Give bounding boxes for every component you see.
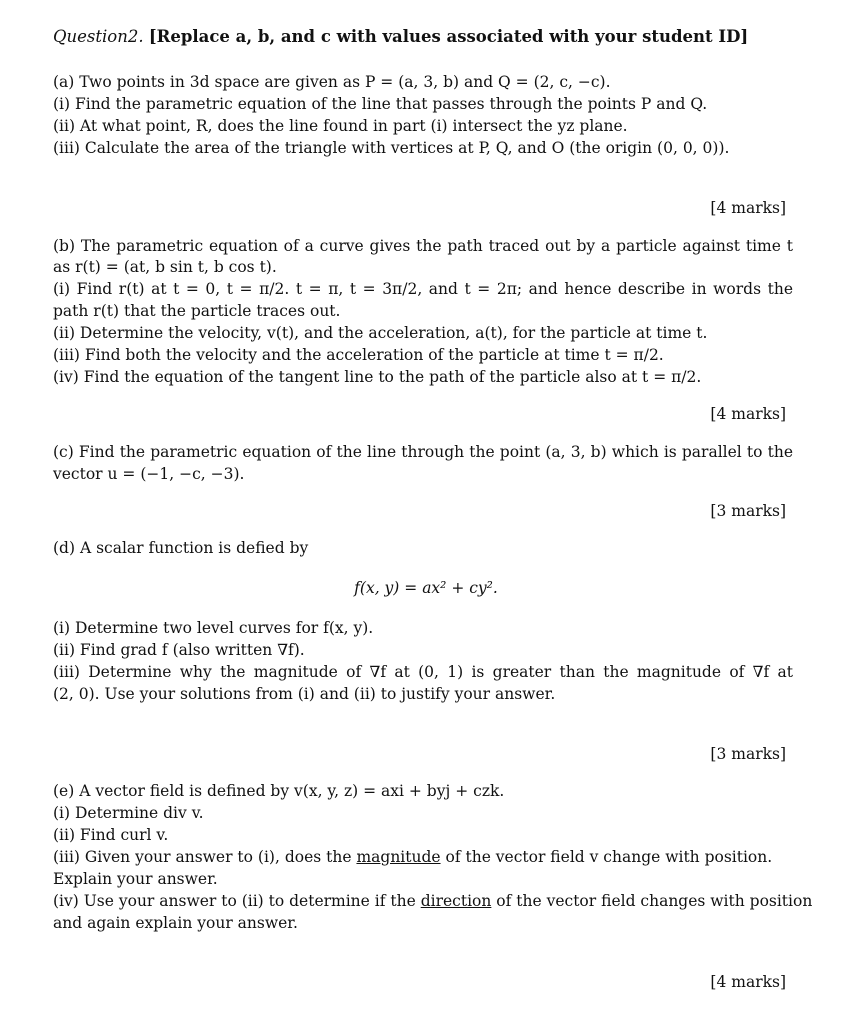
part-d-i: (i) Determine two level curves for f(x, y). [53,619,374,637]
part-a-intro: (a) Two points in 3d space are given as P = (a, 3, b) and Q = (2, c, −c). [53,73,611,91]
part-d-equation: f(x, y) = ax² + cy². [354,579,498,597]
part-b-iv: (iv) Find the equation of the tangent line to the path of the particle also at t = π/2. [53,368,702,386]
part-e-iii-1-post: of the vector field v change with position. [440,848,773,866]
part-e-i: (i) Determine div v. [53,804,204,822]
part-e-intro: (e) A vector field is defined by v(x, y, z) = axi + byj + czk. [53,782,505,800]
part-d-iii-2: (2, 0). Use your solutions from (i) and (ii) to justify your answer. [53,685,556,703]
part-c-marks: [3 marks] [710,502,786,520]
part-e-iv-1 [53,891,813,911]
part-d-marks: [3 marks] [710,745,786,763]
part-e-iv-1-post: of the vector field changes with position [491,892,813,910]
part-b-intro-1: (b) The parametric equation of a curve gives the path traced out by a particle against time t [53,237,793,255]
part-d-ii: (ii) Find grad f (also written ∇f). [53,641,305,659]
part-e-iii-1-pre: (iii) Given your answer to (i), does the [53,848,357,866]
part-b-marks: [4 marks] [710,405,786,423]
part-b-i-1: (i) Find r(t) at t = 0, t = π/2. t = π, t = 3π/2, and t = 2π; and hence describe in words the [53,280,793,298]
part-e-iii-1 [53,847,793,867]
part-c-line-2: vector u = (−1, −c, −3). [53,465,245,483]
part-b-iii: (iii) Find both the velocity and the acceleration of the particle at time t = π/2. [53,346,664,364]
part-a-marks: [4 marks] [710,199,786,217]
part-e-ii: (ii) Find curl v. [53,826,169,844]
part-b-ii: (ii) Determine the velocity, v(t), and the acceleration, a(t), for the particle at time t. [53,324,708,342]
part-e-marks: [4 marks] [710,973,786,991]
part-a-i: (i) Find the parametric equation of the line that passes through the points P and Q. [53,95,708,113]
part-d-intro: (d) A scalar function is defied by [53,539,309,557]
question-number: Question2. [53,27,144,46]
part-a-ii: (ii) At what point, R, does the line found in part (i) intersect the yz plane. [53,117,628,135]
part-e-iii-2: Explain your answer. [53,870,218,888]
part-b-intro-2: as r(t) = (at, b sin t, b cos t). [53,258,277,276]
part-c-line-1: (c) Find the parametric equation of the line through the point (a, 3, b) which is parallel to the [53,443,793,461]
part-d-iii-1: (iii) Determine why the magnitude of ∇f at (0, 1) is greater than the magnitude of ∇f at [53,663,793,681]
part-e-iv-keyword-direction: direction [420,892,492,910]
question-instruction: [Replace a, b, and c with values associated with your student ID] [148,27,749,46]
part-b-i-2: path r(t) that the particle traces out. [53,302,341,320]
part-e-iv-1-pre: (iv) Use your answer to (ii) to determine if the [53,892,421,910]
part-e-iv-2: and again explain your answer. [53,914,298,932]
part-e-iii-keyword-magnitude: magnitude [356,848,441,866]
question-title [53,27,793,47]
part-a-iii: (iii) Calculate the area of the triangle with vertices at P, Q, and O (the origin (0, 0, 0)). [53,139,730,157]
